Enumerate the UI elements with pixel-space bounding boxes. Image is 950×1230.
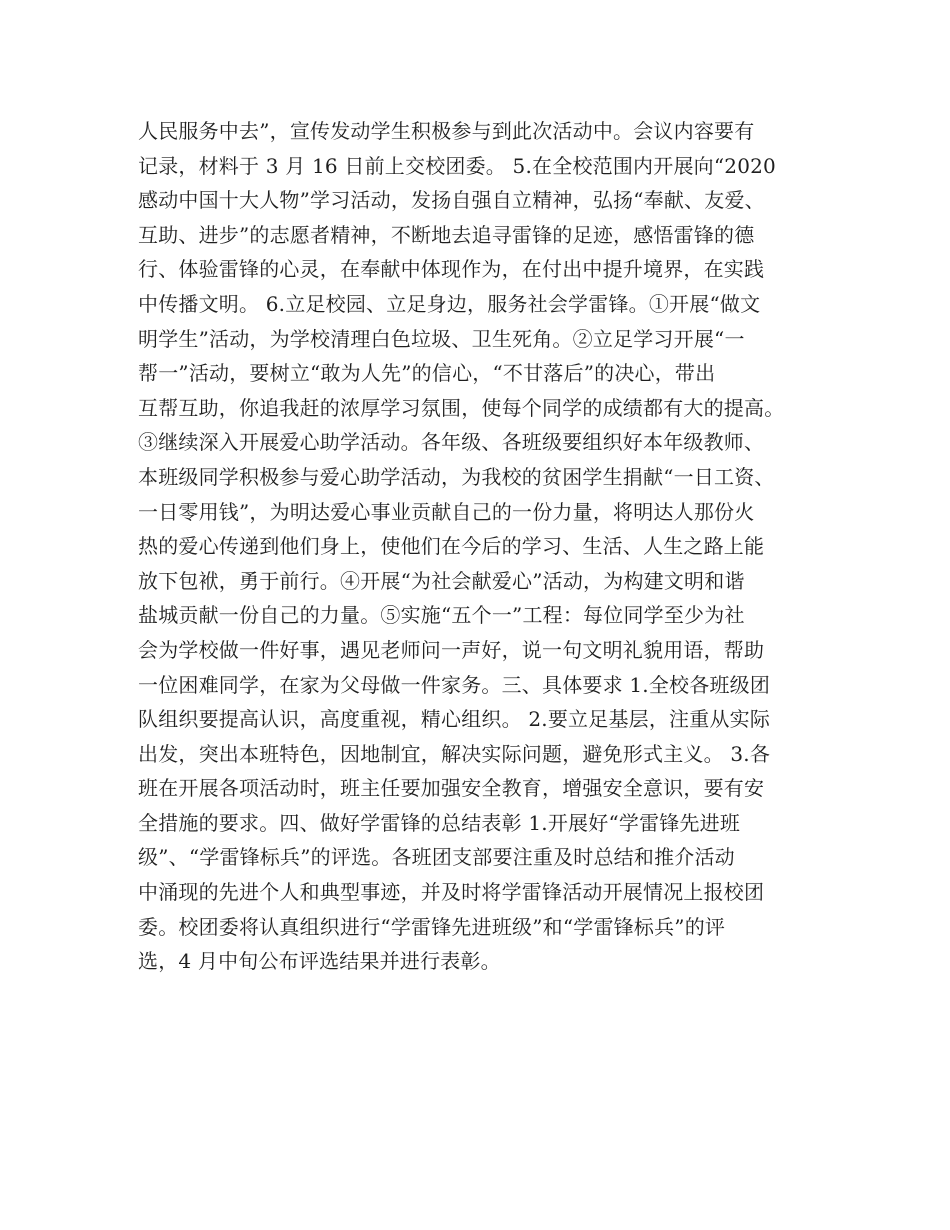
text-line: 盐城贡献一份自己的力量。⑤实施“五个一”工程：每位同学至少为社 (138, 603, 745, 628)
text-line: 明学生”活动，为学校清理白色垃圾、卫生死角。②立足学习开展“一 (138, 326, 745, 351)
text-line: ③继续深入开展爱心助学活动。各年级、各班级要组织好本年级教师、 (138, 430, 765, 455)
text-line: 委。校团委将认真组织进行“学雷锋先进班级”和“学雷锋标兵”的评 (138, 914, 726, 939)
text-line: 本班级同学积极参与爱心助学活动，为我校的贫困学生捐献“一日工资、 (138, 464, 775, 489)
text-line: 队组织要提高认识，高度重视，精心组织。 2.要立足基层，注重从实际 (138, 707, 771, 732)
text-line: 选，4 月中旬公布评选结果并进行表彰。 (138, 949, 501, 974)
text-line: 行、体验雷锋的心灵，在奉献中体现作为，在付出中提升境界，在实践 (138, 257, 765, 282)
text-line: 记录，材料于 3 月 16 日前上交校团委。 5.在全校范围内开展向“2020 (138, 153, 776, 178)
text-line: 互帮互助，你追我赶的浓厚学习氛围，使每个同学的成绩都有大的提高。 (138, 395, 785, 420)
text-line: 中传播文明。 6.立足校园、立足身边，服务社会学雷锋。①开展“做文 (138, 291, 761, 316)
text-line: 班在开展各项活动时，班主任要加强安全教育，增强安全意识，要有安 (138, 776, 765, 801)
body-text (138, 114, 838, 979)
text-line: 级”、“学雷锋标兵”的评选。各班团支部要注重及时总结和推介活动 (138, 845, 735, 870)
text-line: 一日零用钱”，为明达爱心事业贡献自己的一份力量，将明达人那份火 (138, 499, 755, 524)
text-line: 会为学校做一件好事，遇见老师问一声好，说一句文明礼貌用语，帮助 (138, 637, 765, 662)
text-line: 互助、进步”的志愿者精神，不断地去追寻雷锋的足迹，感悟雷锋的德 (138, 222, 755, 247)
text-line: 中涌现的先进个人和典型事迹，并及时将学雷锋活动开展情况上报校团 (138, 880, 765, 905)
text-line: 一位困难同学，在家为父母做一件家务。三、具体要求 1.全校各班级团 (138, 672, 771, 697)
text-line: 出发，突出本班特色，因地制宜，解决实际问题，避免形式主义。 3.各 (138, 741, 771, 766)
text-line: 人民服务中去”，宣传发动学生积极参与到此次活动中。会议内容要有 (138, 119, 755, 143)
text-line: 帮一”活动，要树立“敢为人先”的信心，“不甘落后”的决心，带出 (138, 361, 716, 386)
text-line: 感动中国十大人物”学习活动，发扬自强自立精神，弘扬“奉献、友爱、 (138, 188, 765, 213)
text-line: 热的爱心传递到他们身上，使他们在今后的学习、生活、人生之路上能 (138, 534, 765, 559)
text-line: 全措施的要求。四、做好学雷锋的总结表彰 1.开展好“学雷锋先进班 (138, 810, 741, 835)
text-line: 放下包袱，勇于前行。④开展“为社会献爱心”活动，为构建文明和谐 (138, 568, 745, 593)
